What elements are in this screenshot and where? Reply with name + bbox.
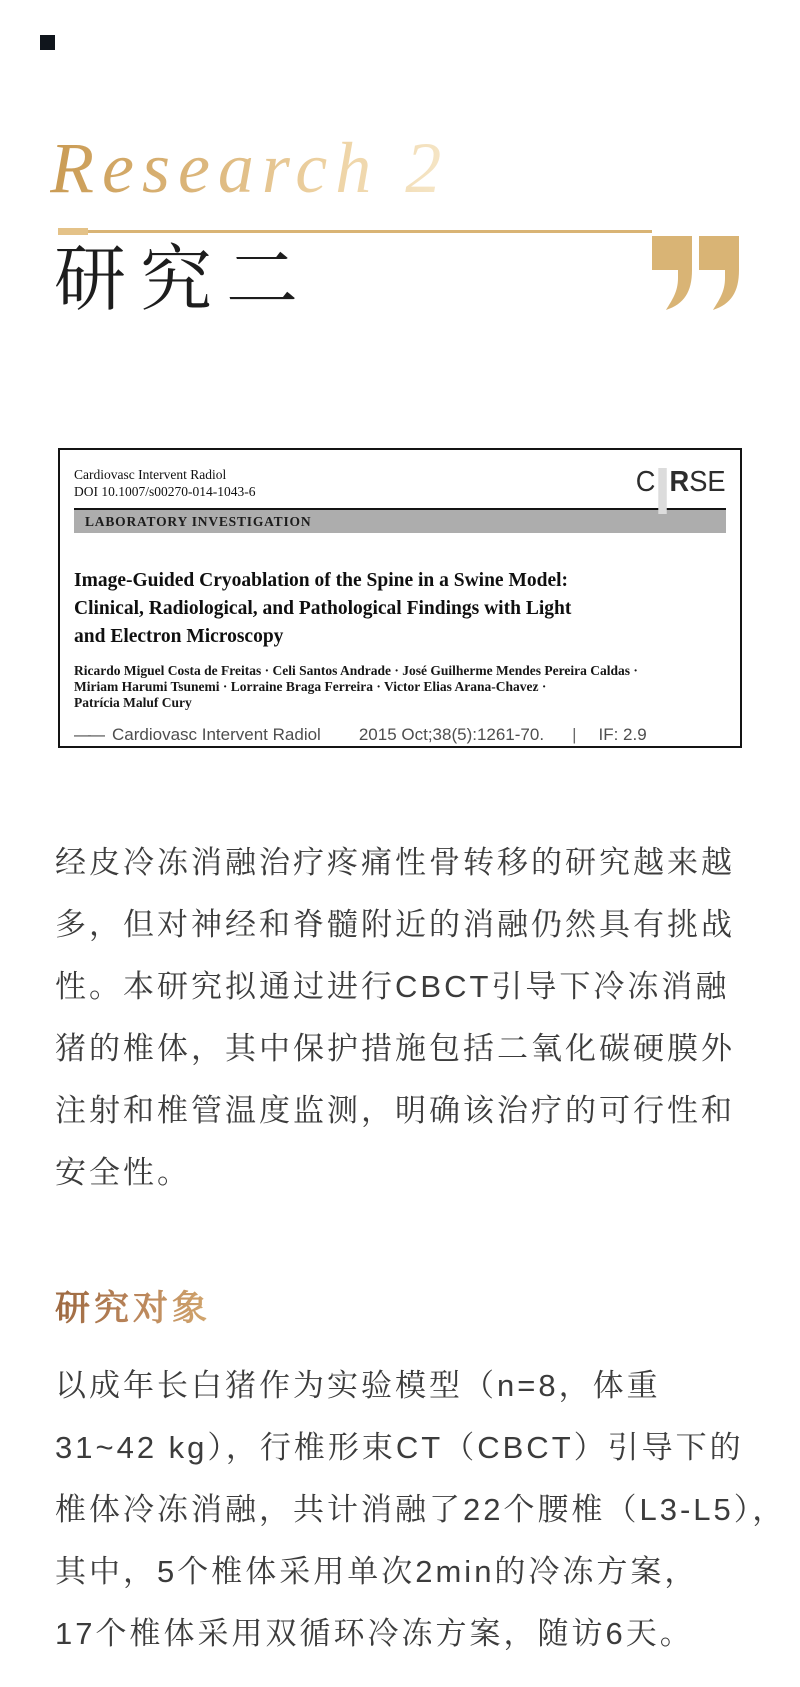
section-heading-research-subjects: 研究对象 [55,1289,212,1328]
gold-divider-line [88,230,652,233]
abstract-paragraph [55,832,755,1204]
script-title: Research 2 [50,128,450,208]
paper-title [74,567,726,651]
methods-line: 以成年长白猪作为实验模型（n=8，体重 [55,1368,661,1403]
paper-title-line: Clinical, Radiological, and Pathological Findings with Light [74,598,572,619]
journal-doi: DOI 10.1007/s00270-014-1043-6 [74,484,256,499]
cirse-logo-bar-icon [659,468,667,514]
abstract-line: 经皮冷冻消融治疗疼痛性骨转移的研究越来越 [55,845,735,880]
paper-authors [74,663,726,711]
decorative-square [40,35,55,50]
citation-journal: Cardiovasc Intervent Radiol [112,725,321,744]
citation-separator: | [572,725,577,744]
cirse-logo-letter-c: C [636,466,656,498]
paper-authors-line: Miriam Harumi Tsunemi · Lorraine Braga Ferreira · Victor Elias Arana-Chavez · [74,679,547,694]
citation-row [74,725,726,745]
methods-line: 椎体冷冻消融，共计消融了22个腰椎（L3-L5）， [55,1492,787,1527]
citation-issue: 2015 Oct;38(5):1261-70. [358,725,545,744]
gold-divider-thick [58,228,88,235]
journal-card-header [74,466,726,500]
cirse-logo [636,468,726,498]
methods-line: 其中，5个椎体采用单次2min的冷冻方案， [55,1554,699,1589]
citation-impact-factor: IF: 2.9 [598,725,647,744]
abstract-line: 多，但对神经和脊髓附近的消融仍然具有挑战 [55,907,735,942]
methods-line: 17个椎体采用双循环冷冻方案，随访6天。 [55,1616,694,1651]
journal-id-block [74,466,256,500]
cirse-logo-letters-se: SE [689,466,726,498]
journal-name: Cardiovasc Intervent Radiol [74,467,227,482]
paper-authors-line: Patrícia Maluf Cury [74,695,192,710]
page-title-cn: 研究二 [54,240,313,320]
double-quote-icon [652,236,740,310]
paper-authors-line: Ricardo Miguel Costa de Freitas · Celi Santos Andrade · José Guilherme Mendes Pereira Caldas · [74,663,638,678]
section-banner: LABORATORY INVESTIGATION [74,510,726,533]
methods-paragraph [55,1355,787,1665]
journal-screenshot-card [58,448,742,748]
abstract-line: 安全性。 [55,1155,191,1190]
methods-line: 31~42 kg），行椎形束CT（CBCT）引导下的 [55,1430,744,1465]
cirse-logo-letter-r: R [669,466,690,498]
abstract-line: 注射和椎管温度监测，明确该治疗的可行性和 [55,1093,735,1128]
abstract-line: 性。本研究拟通过进行CBCT引导下冷冻消融 [55,969,730,1004]
paper-title-line: Image-Guided Cryoablation of the Spine in a Swine Model: [74,570,569,591]
citation-dash: —— [74,725,102,744]
abstract-line: 猪的椎体，其中保护措施包括二氧化碳硬膜外 [55,1031,735,1066]
paper-title-line: and Electron Microscopy [74,626,284,647]
